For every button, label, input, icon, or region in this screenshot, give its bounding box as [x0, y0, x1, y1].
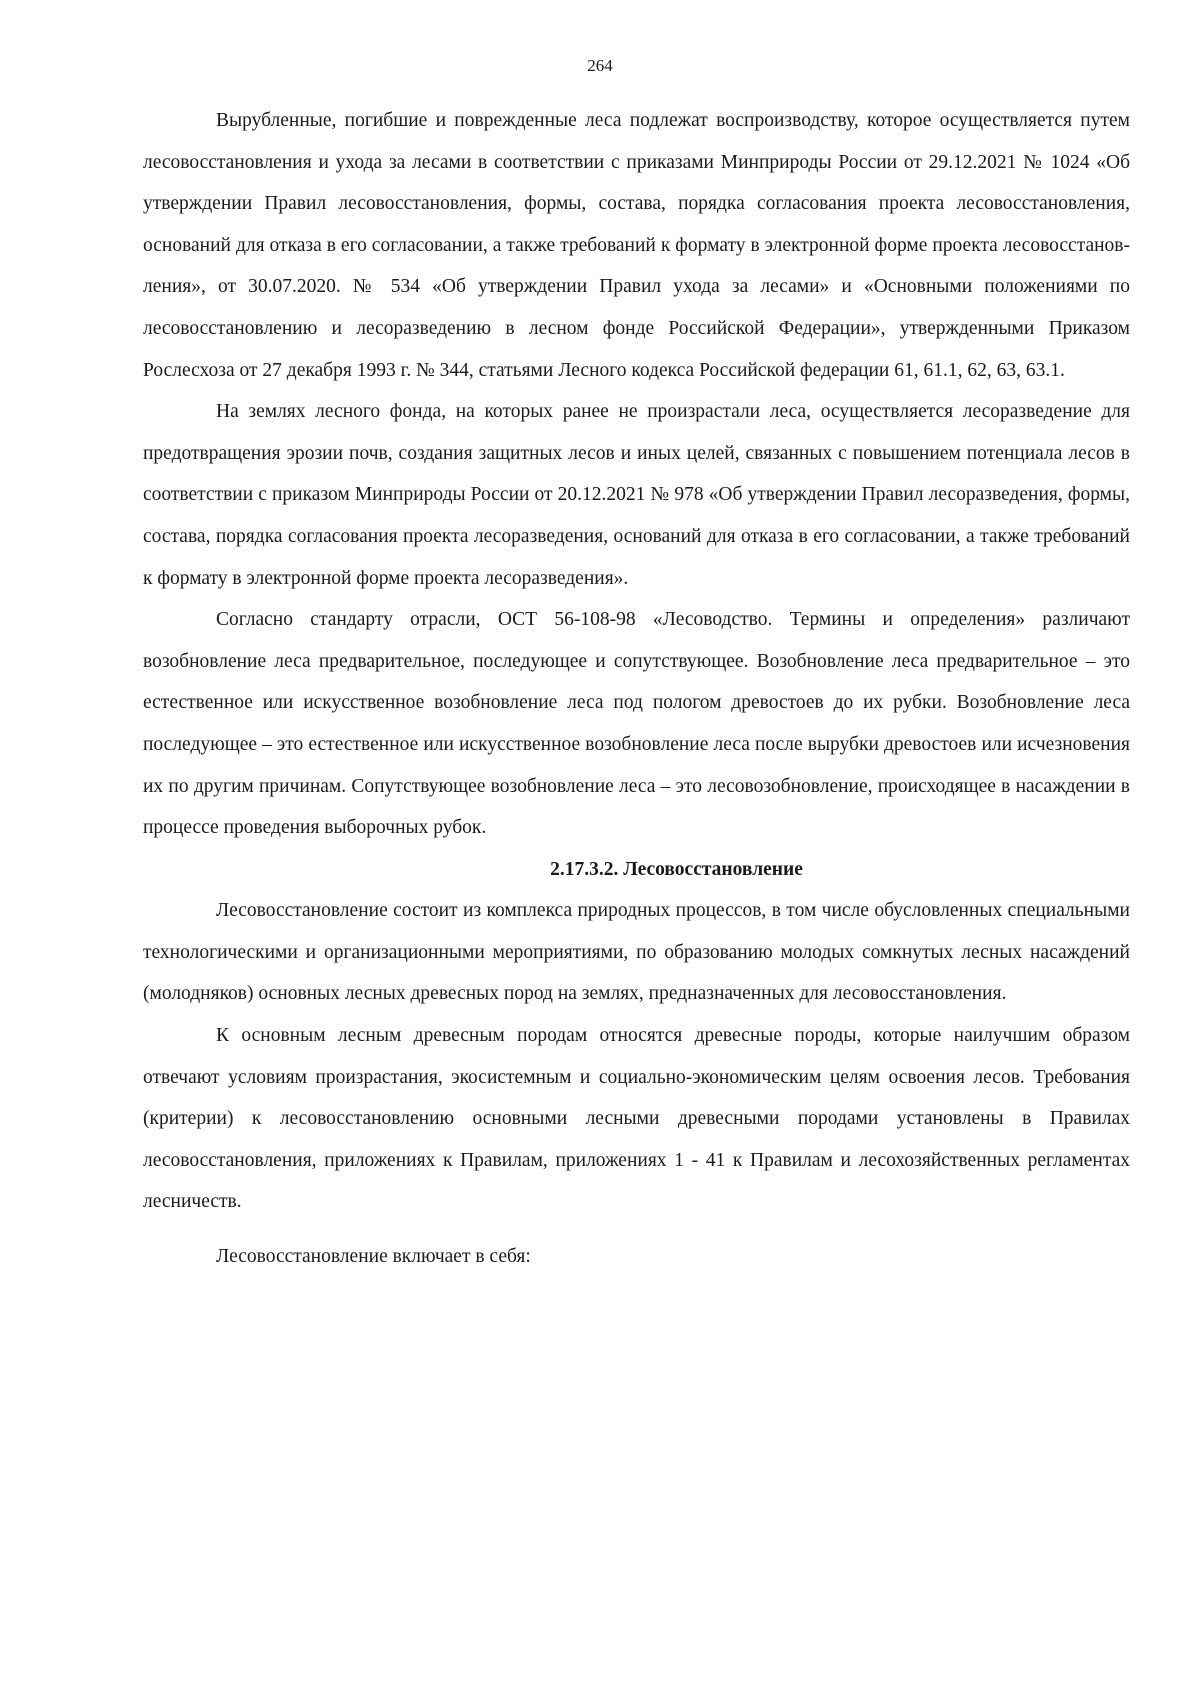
page-number: 264: [587, 56, 613, 75]
paragraph-afforestation: На землях лесного фонда, на которых ранее не произрастали леса, осуществляется лесоразведение для предотвращения эрозии почв, создания защитных лесов и иных целей, связанных с повышением потенциала лесов в соответствии с приказом Минприроды России от 20.12.2021 № 978 «Об утверждении Правил лесоразведения, формы, состава, порядка согласования проекта лесоразведения, оснований для отказа в его согласовании, а также требований к формату в электронной форме проекта лесоразведения».: [143, 401, 1130, 589]
paragraph-reproduction: Вырубленные, погибшие и поврежденные леса подлежат воспроизводству, которое осуществляется путем лесовосстановления и ухода за лесами в соответствии с приказами Минприроды России от 29.12.2021 № 1024 «Об утверждении Правил лесовосстановления, формы, состава, порядка согласования проекта лесовосстановления, оснований для отказа в его согласовании, а также требований к формату в электронной форме проекта лесовосстановления», от 30.07.2020. № 534 «Об утверждении Правил ухода за лесами» и «Основными положениями по лесовосстановлению и лесоразведению в лесном фонде Российской Федерации», утвержденными Приказом Рослесхоза от 27 декабря 1993 г. № 344, статьями Лесного кодекса Российской федерации 61, 61.1, 62, 63, 63.1.: [143, 110, 1130, 381]
section-heading: 2.17.3.2. Лесовосстановление: [550, 858, 803, 880]
paragraph-regeneration-types: Согласно стандарту отрасли, ОСТ 56-108-98 «Лесоводство. Термины и определения» различают возобновление леса предварительное, последующее и сопутствующее. Возобновление леса предварительное – это естественное или искусственное возобновление леса под пологом древостоев до их рубки. Возобновление леса последующее – это естественное или искусственное возобновление леса после вырубки древостоев или исчезновения их по другим причинам. Сопутствующее возобновление леса – это лесовозобновление, происходящее в насаждении в процессе проведения выборочных рубок.: [143, 609, 1130, 839]
paragraph-reforestation-definition: Лесовосстановление состоит из комплекса природных процессов, в том числе обусловленных специальными технологическими и организационными мероприятиями, по образованию молодых сомкнутых лесных насаждений (молодняков) основных лесных древесных пород на землях, предназначенных для лесовосстановления.: [143, 900, 1130, 1005]
paragraph-reforestation-includes: Лесовосстановление включает в себя:: [216, 1246, 531, 1268]
paragraph-main-species: К основным лесным древесным породам относятся древесные породы, которые наилучшим образом отвечают условиям произрастания, экосистемным и социально-экономическим целям освоения лесов. Требования (критерии) к лесовосстановлению основными лесными древесными породами установлены в Правилах лесовосстановления, приложениях к Правилам, приложениях 1 - 41 к Правилам и лесохозяйственных регламентах лесничеств.: [143, 1025, 1130, 1213]
document-body: [143, 100, 1130, 1278]
